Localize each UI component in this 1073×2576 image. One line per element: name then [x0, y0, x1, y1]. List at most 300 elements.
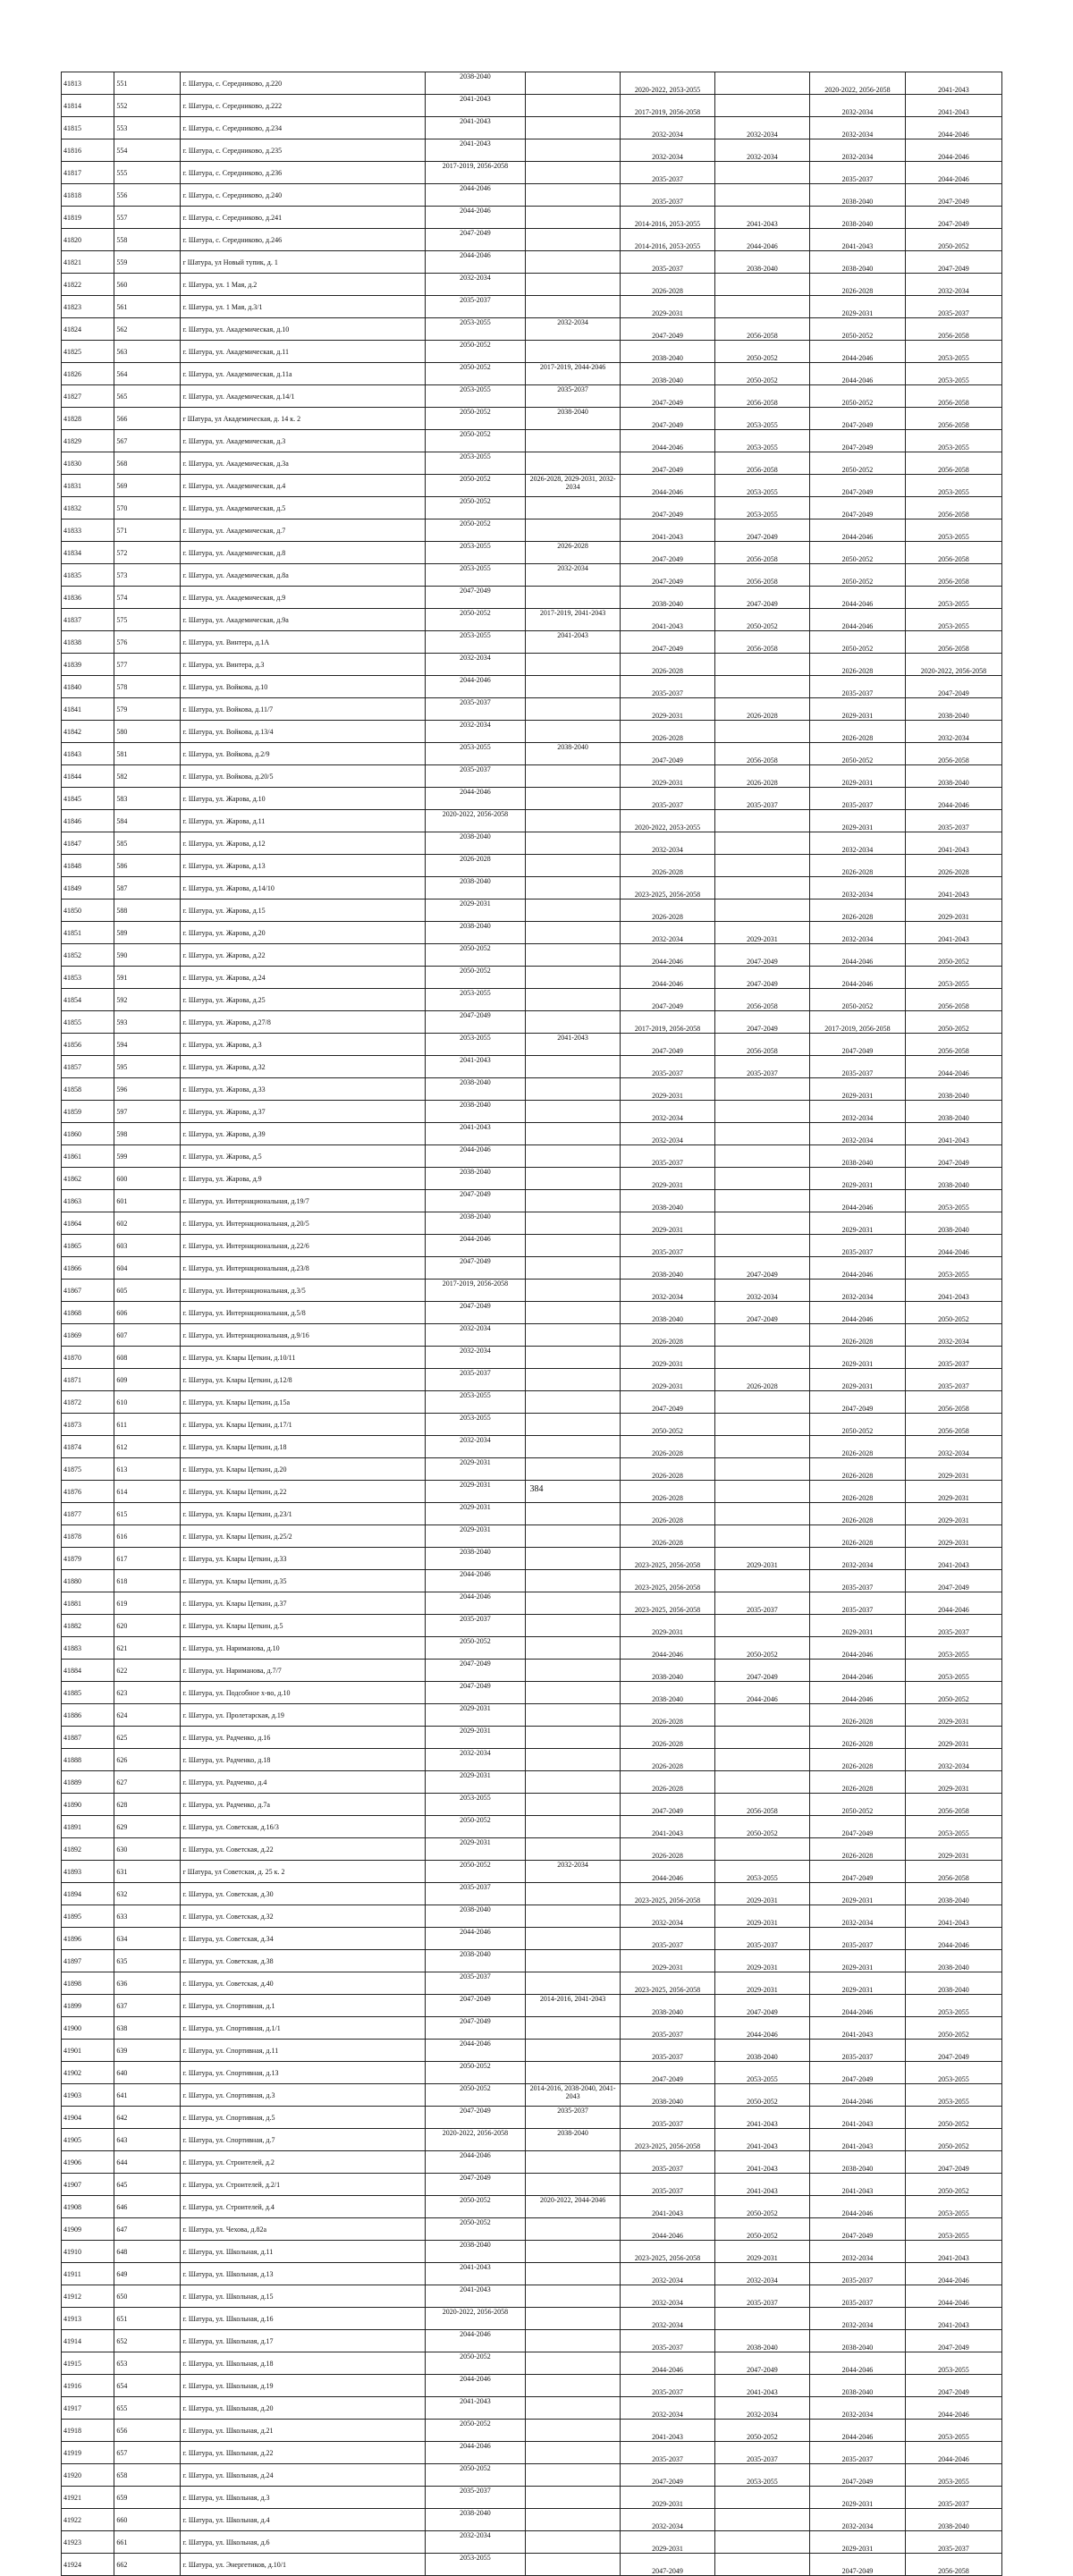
entry-number-cell: 582 [114, 765, 181, 788]
table-row [62, 1771, 1002, 1794]
period-2-cell [526, 1727, 621, 1749]
row-id-cell: 41872 [62, 1391, 114, 1414]
entry-number-cell: 585 [114, 832, 181, 855]
period-1-cell: 2017-2019, 2056-2058 [425, 162, 525, 184]
period-1-cell: 2038-2040 [425, 72, 525, 95]
period-4-cell [714, 1771, 809, 1794]
period-4-cell: 2047-2049 [714, 1995, 809, 2017]
period-4-cell: 2026-2028 [714, 765, 809, 788]
period-6-cell: 2050-2052 [905, 1302, 1001, 1324]
row-id-cell: 41821 [62, 251, 114, 274]
address-cell: г. Шатура, ул. Жарова, д.15 [181, 899, 425, 922]
address-cell: г. Шатура, ул. Интернациональная, д.9/16 [181, 1324, 425, 1347]
period-4-cell: 2056-2058 [714, 452, 809, 475]
entry-number-cell: 564 [114, 363, 181, 385]
period-5-cell: 2050-2052 [809, 1414, 905, 1436]
period-1-cell: 2035-2037 [425, 698, 525, 721]
period-4-cell: 2047-2049 [714, 1011, 809, 1034]
address-cell: г Шатура, ул Новый тупик, д. 1 [181, 251, 425, 274]
period-6-cell: 2053-2055 [905, 430, 1001, 452]
period-2-cell [526, 944, 621, 967]
table-row [62, 117, 1002, 139]
period-6-cell: 2047-2049 [905, 251, 1001, 274]
entry-number-cell: 613 [114, 1458, 181, 1481]
period-2-cell: 2014-2016, 2041-2043 [526, 1995, 621, 2017]
period-3-cell: 2026-2028 [621, 654, 715, 676]
period-1-cell: 2050-2052 [425, 430, 525, 452]
period-5-cell: 2032-2034 [809, 139, 905, 162]
period-4-cell [714, 1347, 809, 1369]
period-3-cell: 2032-2034 [621, 2285, 715, 2308]
period-4-cell: 2038-2040 [714, 2040, 809, 2062]
period-6-cell: 2029-2031 [905, 1458, 1001, 1481]
period-4-cell: 2047-2049 [714, 2352, 809, 2375]
period-3-cell: 2038-2040 [621, 1660, 715, 1682]
period-3-cell: 2023-2025, 2056-2058 [621, 2129, 715, 2151]
row-id-cell: 41880 [62, 1570, 114, 1592]
address-cell: г. Шатура, ул. Клары Цеткин, д.35 [181, 1570, 425, 1592]
period-4-cell: 2041-2043 [714, 207, 809, 229]
period-2-cell [526, 810, 621, 832]
period-2-cell [526, 1078, 621, 1101]
period-5-cell: 2047-2049 [809, 2218, 905, 2241]
period-3-cell: 2029-2031 [621, 1168, 715, 1190]
period-2-cell [526, 1011, 621, 1034]
period-2-cell [526, 229, 621, 251]
address-cell: г. Шатура, ул. Спортивная, д.1/1 [181, 2017, 425, 2040]
period-3-cell: 2047-2049 [621, 631, 715, 654]
period-1-cell: 2044-2046 [425, 2040, 525, 2062]
period-6-cell: 2035-2037 [905, 2487, 1001, 2509]
period-5-cell: 2044-2046 [809, 1995, 905, 2017]
period-6-cell: 2056-2058 [905, 497, 1001, 519]
period-2-cell [526, 2330, 621, 2352]
period-1-cell: 2053-2055 [425, 1034, 525, 1056]
period-6-cell: 2038-2040 [905, 1101, 1001, 1123]
period-5-cell: 2044-2046 [809, 1190, 905, 1212]
period-2-cell [526, 1145, 621, 1168]
entry-number-cell: 662 [114, 2554, 181, 2576]
period-5-cell: 2032-2034 [809, 2509, 905, 2531]
address-cell: г. Шатура, с. Середниково, д.246 [181, 229, 425, 251]
address-cell: г. Шатура, ул. Академическая, д.7 [181, 519, 425, 542]
period-5-cell: 2026-2028 [809, 274, 905, 296]
entry-number-cell: 654 [114, 2375, 181, 2397]
period-1-cell: 2044-2046 [425, 184, 525, 207]
period-6-cell: 2032-2034 [905, 274, 1001, 296]
period-5-cell: 2047-2049 [809, 1816, 905, 1838]
row-id-cell: 41826 [62, 363, 114, 385]
period-1-cell: 2041-2043 [425, 95, 525, 117]
address-cell: г. Шатура, ул. Клары Цеткин, д.25/2 [181, 1525, 425, 1548]
address-cell: г. Шатура, ул. Клары Цеткин, д.15а [181, 1391, 425, 1414]
entry-number-cell: 560 [114, 274, 181, 296]
entry-number-cell: 584 [114, 810, 181, 832]
table-row [62, 1369, 1002, 1391]
period-1-cell: 2050-2052 [425, 1816, 525, 1838]
period-5-cell: 2044-2046 [809, 967, 905, 989]
period-4-cell: 2047-2049 [714, 967, 809, 989]
period-6-cell: 2056-2058 [905, 2554, 1001, 2576]
period-1-cell: 2050-2052 [425, 408, 525, 430]
period-6-cell: 2047-2049 [905, 2040, 1001, 2062]
period-1-cell: 2038-2040 [425, 922, 525, 944]
period-2-cell [526, 765, 621, 788]
table-row [62, 1816, 1002, 1838]
period-2-cell [526, 1347, 621, 1369]
period-4-cell [714, 1123, 809, 1145]
period-5-cell: 2044-2046 [809, 519, 905, 542]
entry-number-cell: 629 [114, 1816, 181, 1838]
period-3-cell: 2035-2037 [621, 2442, 715, 2464]
entry-number-cell: 625 [114, 1727, 181, 1749]
period-1-cell: 2044-2046 [425, 788, 525, 810]
period-5-cell: 2044-2046 [809, 609, 905, 631]
address-cell: г. Шатура, ул. Винтера, д.3 [181, 654, 425, 676]
entry-number-cell: 599 [114, 1145, 181, 1168]
table-row [62, 1078, 1002, 1101]
period-3-cell: 2038-2040 [621, 587, 715, 609]
period-3-cell: 2047-2049 [621, 2554, 715, 2576]
entry-number-cell: 646 [114, 2196, 181, 2218]
period-1-cell: 2050-2052 [425, 2084, 525, 2107]
period-4-cell: 2047-2049 [714, 519, 809, 542]
period-1-cell: 2020-2022, 2056-2058 [425, 2308, 525, 2330]
period-5-cell: 2035-2037 [809, 788, 905, 810]
period-1-cell: 2053-2055 [425, 1391, 525, 1414]
period-3-cell: 2032-2034 [621, 2509, 715, 2531]
address-cell: г. Шатура, ул. Академическая, д.3 [181, 430, 425, 452]
table-row [62, 2151, 1002, 2174]
period-2-cell [526, 922, 621, 944]
address-cell: г. Шатура, ул. Советская, д.40 [181, 1972, 425, 1995]
row-id-cell: 41846 [62, 810, 114, 832]
row-id-cell: 41876 [62, 1481, 114, 1503]
period-1-cell: 2029-2031 [425, 1525, 525, 1548]
period-3-cell: 2032-2034 [621, 2263, 715, 2285]
table-row [62, 743, 1002, 765]
period-5-cell: 2026-2028 [809, 899, 905, 922]
period-1-cell: 2035-2037 [425, 296, 525, 318]
entry-number-cell: 628 [114, 1794, 181, 1816]
period-4-cell: 2041-2043 [714, 2107, 809, 2129]
period-5-cell: 2026-2028 [809, 1727, 905, 1749]
row-id-cell: 41815 [62, 117, 114, 139]
row-id-cell: 41868 [62, 1302, 114, 1324]
period-5-cell: 2044-2046 [809, 2352, 905, 2375]
period-6-cell: 2053-2055 [905, 587, 1001, 609]
period-3-cell: 2044-2046 [621, 430, 715, 452]
row-id-cell: 41852 [62, 944, 114, 967]
period-6-cell: 2041-2043 [905, 1905, 1001, 1928]
period-6-cell: 2044-2046 [905, 1235, 1001, 1257]
period-2-cell [526, 1369, 621, 1391]
table-row [62, 1391, 1002, 1414]
table-row [62, 1615, 1002, 1637]
period-5-cell: 2029-2031 [809, 1972, 905, 1995]
period-3-cell: 2047-2049 [621, 2062, 715, 2084]
period-2-cell: 2032-2034 [526, 564, 621, 587]
entry-number-cell: 607 [114, 1324, 181, 1347]
period-3-cell: 2029-2031 [621, 1347, 715, 1369]
period-6-cell: 2044-2046 [905, 2397, 1001, 2420]
address-cell: г. Шатура, ул. Спортивная, д.5 [181, 2107, 425, 2129]
period-4-cell: 2047-2049 [714, 1257, 809, 1280]
row-id-cell: 41888 [62, 1749, 114, 1771]
entry-number-cell: 620 [114, 1615, 181, 1637]
period-3-cell: 2026-2028 [621, 855, 715, 877]
period-1-cell: 2047-2049 [425, 1302, 525, 1324]
period-4-cell [714, 1838, 809, 1861]
period-6-cell: 2029-2031 [905, 1771, 1001, 1794]
period-6-cell: 2053-2055 [905, 1660, 1001, 1682]
period-6-cell: 2050-2052 [905, 2129, 1001, 2151]
period-6-cell: 2041-2043 [905, 95, 1001, 117]
entry-number-cell: 633 [114, 1905, 181, 1928]
period-2-cell [526, 1883, 621, 1905]
period-1-cell: 2038-2040 [425, 1548, 525, 1570]
table-row [62, 1883, 1002, 1905]
buildings-table [61, 72, 1002, 2576]
period-6-cell: 2044-2046 [905, 1928, 1001, 1950]
period-6-cell: 2047-2049 [905, 2330, 1001, 2352]
period-4-cell: 2032-2034 [714, 117, 809, 139]
period-1-cell: 2038-2040 [425, 1168, 525, 1190]
address-cell: г. Шатура, ул. Войкова, д.10 [181, 676, 425, 698]
period-4-cell: 2035-2037 [714, 1592, 809, 1615]
period-4-cell: 2056-2058 [714, 542, 809, 564]
row-id-cell: 41903 [62, 2084, 114, 2107]
period-6-cell: 2053-2055 [905, 967, 1001, 989]
period-2-cell [526, 1391, 621, 1414]
period-3-cell: 2026-2028 [621, 1727, 715, 1749]
period-2-cell [526, 2062, 621, 2084]
period-2-cell [526, 251, 621, 274]
row-id-cell: 41866 [62, 1257, 114, 1280]
period-3-cell: 2047-2049 [621, 497, 715, 519]
table-row [62, 139, 1002, 162]
period-4-cell [714, 1190, 809, 1212]
entry-number-cell: 554 [114, 139, 181, 162]
period-2-cell [526, 1302, 621, 1324]
table-row [62, 72, 1002, 95]
address-cell: г. Шатура, с. Середниково, д.220 [181, 72, 425, 95]
period-2-cell: 2035-2037 [526, 2107, 621, 2129]
period-2-cell [526, 1972, 621, 1995]
table-row [62, 899, 1002, 922]
table-row [62, 564, 1002, 587]
period-4-cell: 2053-2055 [714, 430, 809, 452]
period-5-cell: 2029-2031 [809, 810, 905, 832]
entry-number-cell: 632 [114, 1883, 181, 1905]
period-1-cell: 2032-2034 [425, 2531, 525, 2554]
row-id-cell: 41839 [62, 654, 114, 676]
row-id-cell: 41890 [62, 1794, 114, 1816]
period-3-cell: 2023-2025, 2056-2058 [621, 1592, 715, 1615]
period-2-cell [526, 1570, 621, 1592]
address-cell: г. Шатура, ул. Нариманова, д.7/7 [181, 1660, 425, 1682]
period-1-cell: 2047-2049 [425, 2107, 525, 2129]
period-6-cell: 2050-2052 [905, 2107, 1001, 2129]
period-2-cell [526, 1816, 621, 1838]
period-5-cell: 2026-2028 [809, 1771, 905, 1794]
period-5-cell: 2032-2034 [809, 1548, 905, 1570]
entry-number-cell: 652 [114, 2330, 181, 2352]
row-id-cell: 41916 [62, 2375, 114, 2397]
period-6-cell: 2035-2037 [905, 1347, 1001, 1369]
address-cell: г. Шатура, ул. Винтера, д.1А [181, 631, 425, 654]
period-3-cell: 2044-2046 [621, 1861, 715, 1883]
address-cell: г. Шатура, ул. Академическая, д.8а [181, 564, 425, 587]
entry-number-cell: 596 [114, 1078, 181, 1101]
period-2-cell [526, 2017, 621, 2040]
period-6-cell: 2053-2055 [905, 2196, 1001, 2218]
period-3-cell: 2032-2034 [621, 117, 715, 139]
row-id-cell: 41895 [62, 1905, 114, 1928]
address-cell: г. Шатура, ул. Советская, д.22 [181, 1838, 425, 1861]
entry-number-cell: 645 [114, 2174, 181, 2196]
period-1-cell: 2032-2034 [425, 274, 525, 296]
row-id-cell: 41823 [62, 296, 114, 318]
period-6-cell: 2056-2058 [905, 1414, 1001, 1436]
period-4-cell: 2050-2052 [714, 2196, 809, 2218]
period-3-cell: 2035-2037 [621, 184, 715, 207]
entry-number-cell: 649 [114, 2263, 181, 2285]
period-6-cell: 2056-2058 [905, 743, 1001, 765]
period-2-cell [526, 2397, 621, 2420]
table-row [62, 587, 1002, 609]
address-cell: г. Шатура, с. Середниково, д.240 [181, 184, 425, 207]
row-id-cell: 41905 [62, 2129, 114, 2151]
address-cell: г. Шатура, ул. Жарова, д.9 [181, 1168, 425, 1190]
row-id-cell: 41882 [62, 1615, 114, 1637]
row-id-cell: 41858 [62, 1078, 114, 1101]
period-3-cell: 2044-2046 [621, 967, 715, 989]
entry-number-cell: 648 [114, 2241, 181, 2263]
period-5-cell: 2026-2028 [809, 1749, 905, 1771]
row-id-cell: 41813 [62, 72, 114, 95]
row-id-cell: 41920 [62, 2464, 114, 2487]
period-3-cell: 2026-2028 [621, 1436, 715, 1458]
period-2-cell [526, 2487, 621, 2509]
period-6-cell: 2038-2040 [905, 698, 1001, 721]
period-6-cell: 2056-2058 [905, 452, 1001, 475]
period-5-cell: 2041-2043 [809, 2129, 905, 2151]
period-4-cell [714, 1570, 809, 1592]
table-row [62, 2062, 1002, 2084]
period-2-cell [526, 95, 621, 117]
row-id-cell: 41845 [62, 788, 114, 810]
period-5-cell: 2032-2034 [809, 1123, 905, 1145]
period-3-cell: 2035-2037 [621, 1056, 715, 1078]
entry-number-cell: 655 [114, 2397, 181, 2420]
period-6-cell: 2044-2046 [905, 2263, 1001, 2285]
row-id-cell: 41869 [62, 1324, 114, 1347]
period-5-cell: 2047-2049 [809, 1391, 905, 1414]
table-row [62, 296, 1002, 318]
period-1-cell: 2038-2040 [425, 1212, 525, 1235]
period-6-cell: 2053-2055 [905, 1816, 1001, 1838]
table-row [62, 2308, 1002, 2330]
address-cell: г. Шатура, ул. Школьная, д.24 [181, 2464, 425, 2487]
period-1-cell: 2053-2055 [425, 2554, 525, 2576]
address-cell: г. Шатура, ул. Энергетиков, д.10/1 [181, 2554, 425, 2576]
period-1-cell: 2038-2040 [425, 2509, 525, 2531]
row-id-cell: 41900 [62, 2017, 114, 2040]
address-cell: г. Шатура, ул. Жарова, д.39 [181, 1123, 425, 1145]
period-5-cell: 2029-2031 [809, 296, 905, 318]
period-4-cell: 2050-2052 [714, 1637, 809, 1660]
period-6-cell: 2056-2058 [905, 385, 1001, 408]
period-3-cell: 2026-2028 [621, 721, 715, 743]
period-2-cell [526, 721, 621, 743]
period-4-cell: 2053-2055 [714, 497, 809, 519]
table-row [62, 341, 1002, 363]
row-id-cell: 41883 [62, 1637, 114, 1660]
period-5-cell: 2032-2034 [809, 2241, 905, 2263]
period-1-cell: 2032-2034 [425, 654, 525, 676]
table-row [62, 922, 1002, 944]
period-1-cell: 2050-2052 [425, 2062, 525, 2084]
address-cell: г. Шатура, ул. Жарова, д.20 [181, 922, 425, 944]
period-6-cell: 2044-2046 [905, 1056, 1001, 1078]
period-2-cell [526, 1123, 621, 1145]
period-3-cell: 2038-2040 [621, 363, 715, 385]
address-cell: г. Шатура, ул. Спортивная, д.1 [181, 1995, 425, 2017]
entry-number-cell: 641 [114, 2084, 181, 2107]
entry-number-cell: 636 [114, 1972, 181, 1995]
period-3-cell: 2032-2034 [621, 1123, 715, 1145]
address-cell: г. Шатура, ул. Жарова, д.12 [181, 832, 425, 855]
row-id-cell: 41819 [62, 207, 114, 229]
period-3-cell: 2029-2031 [621, 2531, 715, 2554]
address-cell: г. Шатура, ул. Школьная, д.20 [181, 2397, 425, 2420]
period-5-cell: 2026-2028 [809, 855, 905, 877]
table-row [62, 1324, 1002, 1347]
period-2-cell [526, 587, 621, 609]
period-1-cell: 2050-2052 [425, 2352, 525, 2375]
entry-number-cell: 586 [114, 855, 181, 877]
table-row [62, 2330, 1002, 2352]
address-cell: г. Шатура, ул. Клары Цеткин, д.20 [181, 1458, 425, 1481]
entry-number-cell: 610 [114, 1391, 181, 1414]
period-5-cell: 2035-2037 [809, 162, 905, 184]
address-cell: г. Шатура, ул. Клары Цеткин, д.12/8 [181, 1369, 425, 1391]
row-id-cell: 41834 [62, 542, 114, 564]
row-id-cell: 41922 [62, 2509, 114, 2531]
period-4-cell [714, 1235, 809, 1257]
period-5-cell: 2047-2049 [809, 2062, 905, 2084]
entry-number-cell: 651 [114, 2308, 181, 2330]
period-1-cell: 2053-2055 [425, 385, 525, 408]
period-3-cell: 2032-2034 [621, 139, 715, 162]
period-5-cell: 2047-2049 [809, 430, 905, 452]
entry-number-cell: 577 [114, 654, 181, 676]
period-2-cell [526, 967, 621, 989]
entry-number-cell: 643 [114, 2129, 181, 2151]
period-1-cell: 2044-2046 [425, 1235, 525, 1257]
entry-number-cell: 598 [114, 1123, 181, 1145]
table-row [62, 2509, 1002, 2531]
address-cell: г. Шатура, ул. Академическая, д.10 [181, 318, 425, 341]
period-4-cell [714, 1727, 809, 1749]
row-id-cell: 41838 [62, 631, 114, 654]
period-6-cell: 2050-2052 [905, 1011, 1001, 1034]
entry-number-cell: 659 [114, 2487, 181, 2509]
table-row [62, 1011, 1002, 1034]
period-3-cell: 2017-2019, 2056-2058 [621, 95, 715, 117]
table-row [62, 1257, 1002, 1280]
